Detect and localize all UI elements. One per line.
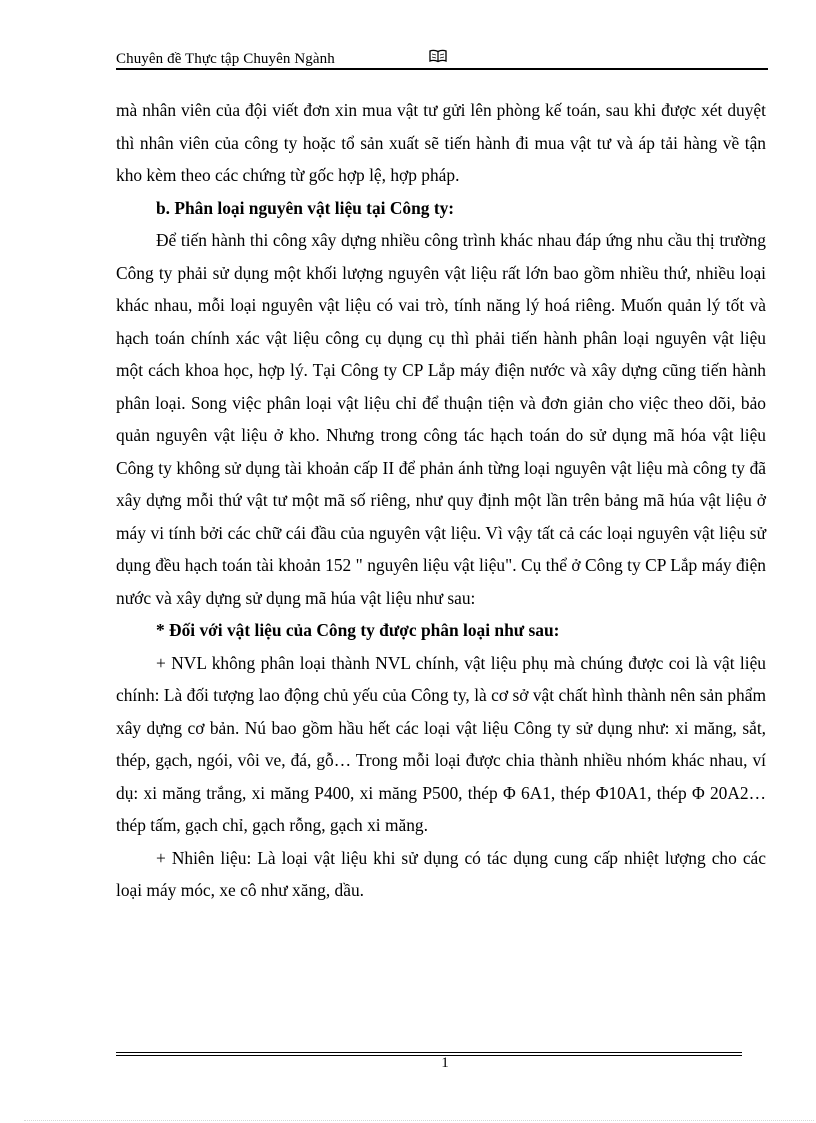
header-title: Chuyên đề Thực tập Chuyên Ngành [116,51,335,67]
paragraph-intro: mà nhân viên của đội viết đơn xin mua vật tư gửi lên phòng kế toán, sau khi được xét duyệt thì nhân viên của công ty hoặc tổ sản xuất sẽ tiến hành đi mua vật tư và áp tải hàng về tận kho kèm theo các chứng từ gốc hợp lệ, hợp pháp. [116,100,766,185]
page-edge-dotted-line [24,1120,814,1121]
book-icon [428,48,448,64]
footer-divider-top [116,1052,742,1053]
page-number: 1 [441,1055,449,1071]
paragraph-classification: Để tiến hành thi công xây dựng nhiều công trình khác nhau đáp ứng nhu cầu thị trường Công ty phải sử dụng một khối lượng nguyên vật liệu rất lớn bao gồm nhiều thứ, nhiều loại khác nhau, mỗi loại nguyên vật liệu có vai trò, tính năng lý hoá riêng. Muốn quản lý tốt và hạch toán chính xác vật liệu công cụ dụng cụ thì phải tiến hành phân loại nguyên vật liệu một cách khoa học, hợp lý. Tại Công ty CP Lắp máy điện nước và xây dựng cũng tiến hành phân loại. Song việc phân loại vật liệu chỉ để thuận tiện và đơn giản cho việc theo dõi, bảo quản nguyên vật liệu ở kho. Nhưng trong công tác hạch toán do sử dụng mã hóa vật liệu Công ty không sử dụng tài khoản cấp II để phản ánh từng loại nguyên vật liệu mà công ty đã xây dựng mỗi thứ vật tư một mã số riêng, như quy định một lần trên bảng mã húa vật liệu ở máy vi tính bởi các chữ cái đầu của nguyên vật liệu. Vì vậy tất cả các loại nguyên vật liệu sử dụng đều hạch toán tài khoản 152 " nguyên liệu vật liệu". Cụ thể ở Công ty CP Lắp máy điện nước và xây dựng sử dụng mã húa vật liệu như sau: [116,230,766,608]
paragraph-main-materials: + NVL không phân loại thành NVL chính, vật liệu phụ mà chúng được coi là vật liệu chính: Là đối tượng lao động chủ yếu của Công ty, là cơ sở vật chất hình thành nên sản phẩm xây dựng cơ bản. Nú bao gồm hầu hết các loại vật liệu Công ty sử dụng như: xi măng, sắt, thép, gạch, ngói, vôi ve, đá, gỗ… Trong mỗi loại được chia thành nhiều nhóm khác nhau, ví dụ: xi măng trắng, xi măng P400, xi măng P500, thép Φ 6A1, thép Φ10A1, thép Φ 20A2… thép tấm, gạch chỉ, gạch rỗng, gạch xi măng. [116,652,766,835]
page-header [116,48,768,68]
section-heading-materials: * Đối với vật liệu của Công ty được phân loại như sau: [156,620,560,640]
document-body [116,94,766,907]
section-heading-b: b. Phân loại nguyên vật liệu tại Công ty: [156,197,455,218]
paragraph-fuel: + Nhiên liệu: Là loại vật liệu khi sử dụng có tác dụng cung cấp nhiệt lượng cho các loại máy móc, xe cô như xăng, dầu. [116,847,766,900]
header-divider [116,68,768,70]
